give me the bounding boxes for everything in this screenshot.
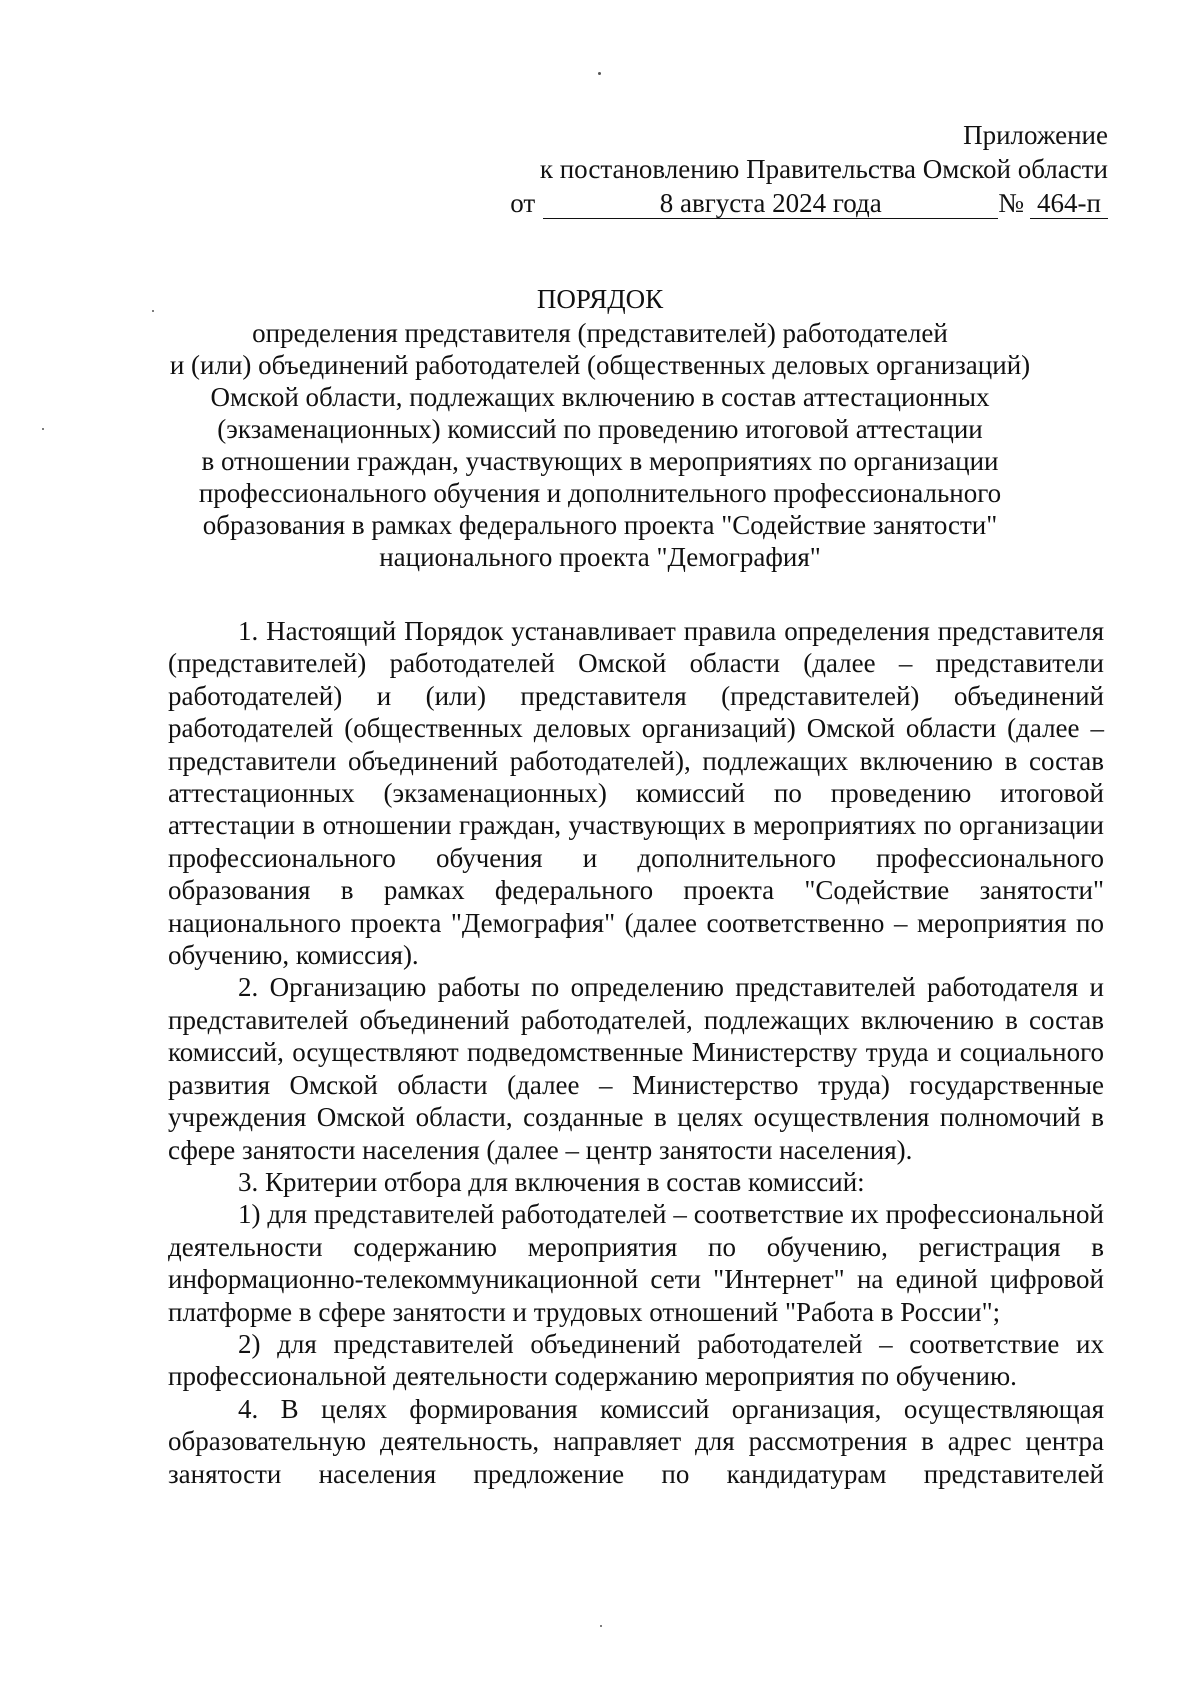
paragraph-2: 2. Организацию работы по определению представителей работодателя и представителей объединений работодателей, подлежащих включению в состав комиссий, осуществляют подведомственные Министерству труда и социального развития Омской области (далее – Министерство труда) государственные учреждения Омской области, созданные в целях осуществления полномочий в сфере занятости населения (далее – центр занятости населения). [168,972,1104,1165]
paragraph-3-1: 1) для представителей работодателей – соответствие их профессиональной деятельности содержанию мероприятия по обучению, регистрация в информационно-телекоммуникационной сети "Интернет" на единой цифровой платформе в сфере занятости и трудовых отношений "Работа в России"; [168,1199,1104,1327]
paragraph-3: 3. Критерии отбора для включения в состав комиссий: [238,1166,865,1197]
document-title [150,283,1050,573]
title-line: Омской области, подлежащих включению в состав аттестационных [210,382,990,412]
number-label: № [998,188,1024,218]
title-line: и (или) объединений работодателей (общественных деловых организаций) [169,350,1031,380]
paragraph-3-2: 2) для представителей объединений работодателей – соответствие их профессиональной деятельности содержанию мероприятия по обучению. [168,1328,1104,1392]
from-label: от [510,188,536,218]
title-line: в отношении граждан, участвующих в мероприятиях по организации [201,446,999,476]
title-heading: ПОРЯДОК [536,284,664,314]
appendix-block [510,118,1108,220]
document-body [168,615,1104,1490]
title-line: определения представителя (представителей) работодателей [252,318,948,348]
decree-date: 8 августа 2024 года [543,188,998,219]
appendix-date-row [510,186,1108,220]
title-line: образования в рамках федерального проекта "Содействие занятости" [202,510,998,540]
appendix-title: Приложение [963,120,1108,150]
title-line: (экзаменационных) комиссий по проведению итоговой аттестации [217,414,983,444]
scan-speck [598,72,601,75]
paragraph-1: 1. Настоящий Порядок устанавливает правила определения представителя (представителей) работодателей Омской области (далее – представители работодателей) и (или) представителя (представителей) объединений работодателей (общественных деловых организаций) Омской области (далее – представители объединений работодателей), подлежащих включению в состав аттестационных (экзаменационных) комиссий по проведению итоговой аттестации в отношении граждан, участвующих в мероприятиях по организации профессионального обучения и дополнительного профессионального образования в рамках федерального проекта "Содействие занятости" национального проекта "Демография" (далее соответственно – мероприятия по обучению, комиссия). [168,616,1104,971]
paragraph-4: 4. В целях формирования комиссий организация, осуществляющая образовательную деятельность, направляет для рассмотрения в адрес центра занятости населения предложение по кандидатурам представителей [168,1393,1104,1489]
appendix-reference: к постановлению Правительства Омской области [539,154,1108,184]
title-line: национального проекта "Демография" [379,542,821,572]
scan-speck [600,1625,602,1627]
decree-number: 464-п [1030,188,1108,219]
scan-speck [42,428,44,430]
title-line: профессионального обучения и дополнительного профессионального [198,478,1002,508]
